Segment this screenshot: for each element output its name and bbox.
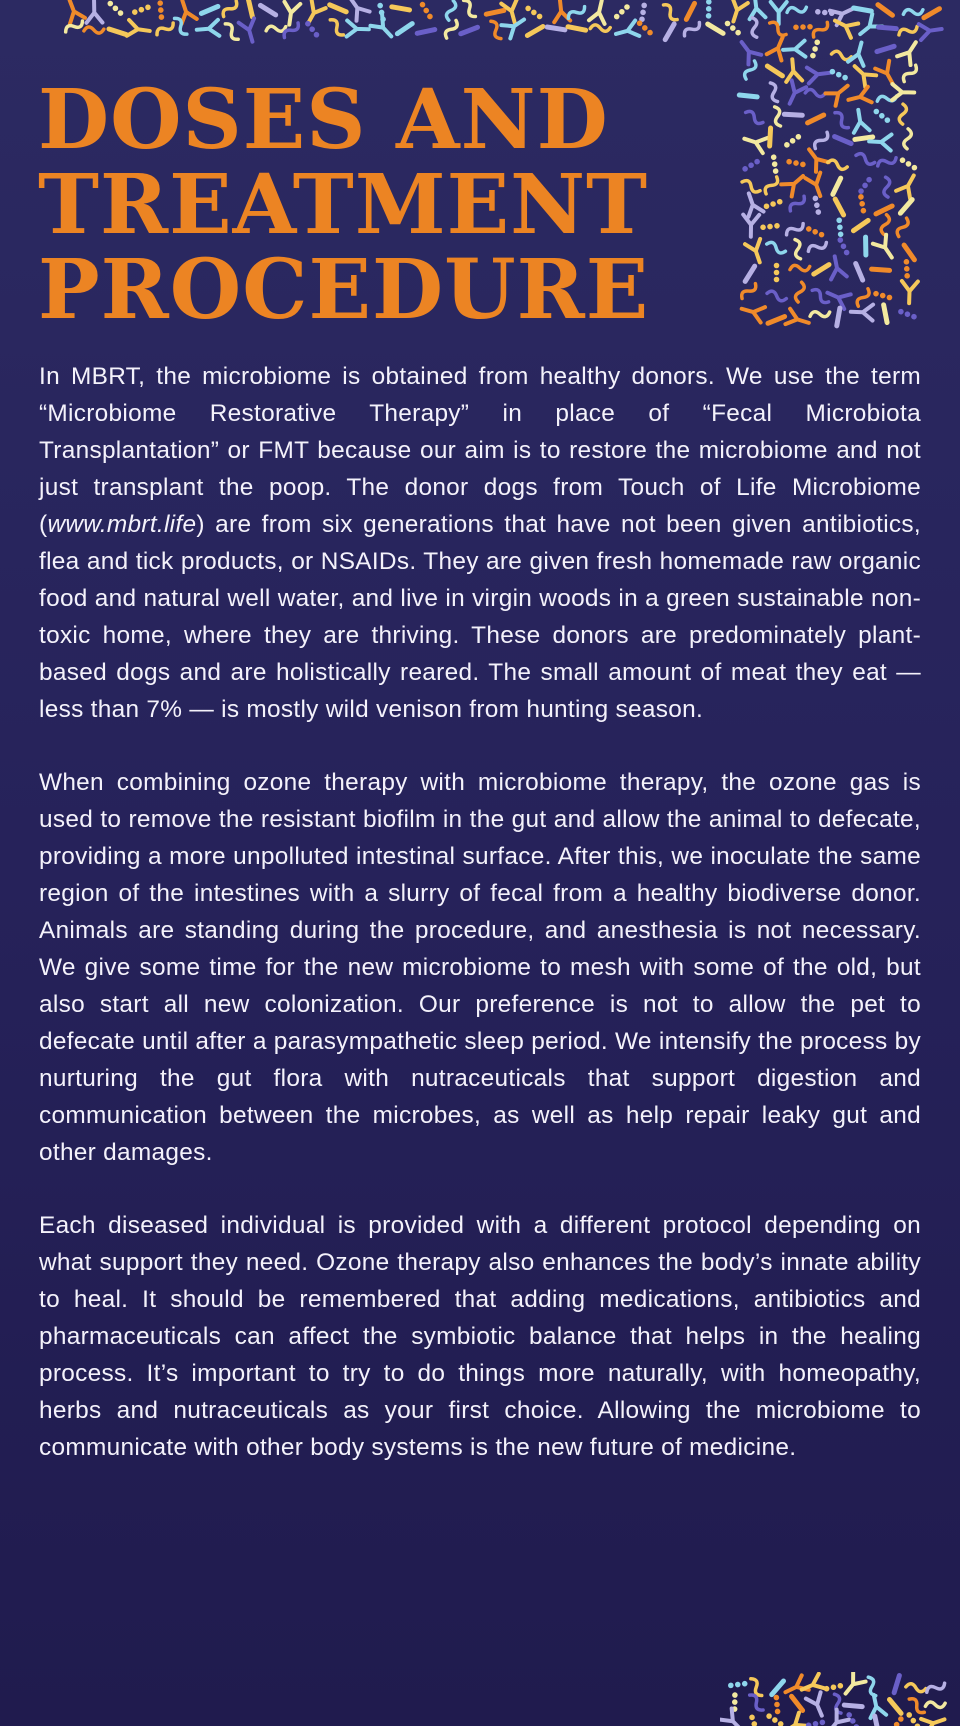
article-body (39, 358, 921, 1466)
title-line-2: TREATMENT (38, 157, 649, 253)
title-line-1: DOSES AND (38, 72, 609, 168)
title-line-3: PROCEDURE (38, 242, 650, 338)
microbe-pattern-corner (720, 1672, 960, 1726)
website-link: www.mbrt.life (47, 511, 197, 538)
paragraph-donors (39, 358, 921, 728)
page-title (38, 72, 650, 338)
paragraph-protocol: Each diseased individual is provided with a different protocol depending on what support they need. Ozone therapy also enhances the body’s innate ability to heal. It should be remembered that adding medications, antibiotics and pharmaceuticals can affect the symbiotic balance that helps in the healing process. It’s important to try to do things more naturally, with homeopathy, herbs and nutraceuticals as your first choice. Allowing the microbiome to communicate with other body systems is the new future of medicine. (39, 1212, 921, 1461)
paragraph-donors-text: In MBRT, the microbiome is obtained from healthy donors. We use the term “Microbiome Restorative Therapy” in place of “Fecal Microbiota Transplantation” or FMT because our aim is to restore the microbiome and not just transplant the poop. The donor dogs from Touch of Life Microbiome ( (39, 363, 921, 538)
paragraph-ozone-procedure: When combining ozone therapy with microbiome therapy, the ozone gas is used to remove the resistant biofilm in the gut and allow the animal to defecate, providing a more unpolluted intestinal surface. After this, we inoculate the same region of the intestines with a slurry of fecal from a healthy biodiverse donor. Animals are standing during the procedure, and anesthesia is not necessary. We give some time for the new microbiome to mesh with some of the old, but also start all new colonization. Our preference is not to allow the pet to defecate until after a parasympathetic sleep period. We intensify the process by nurturing the gut flora with nutraceuticals that support digestion and communication between the microbes, as well as help repair leaky gut and other damages. (39, 769, 921, 1166)
paragraph-donors-text-continued: ) are from six generations that have not been given antibiotics, flea and tick products, or NSAIDs. They are given fresh homemade raw organic food and natural well water, and live in virgin woods in a green sustainable non-toxic home, where they are thriving. These donors are predominately plant-based dogs and are holistically reared. The small amount of meat they eat — less than 7% — is mostly wild venison from hunting season. (39, 511, 921, 723)
